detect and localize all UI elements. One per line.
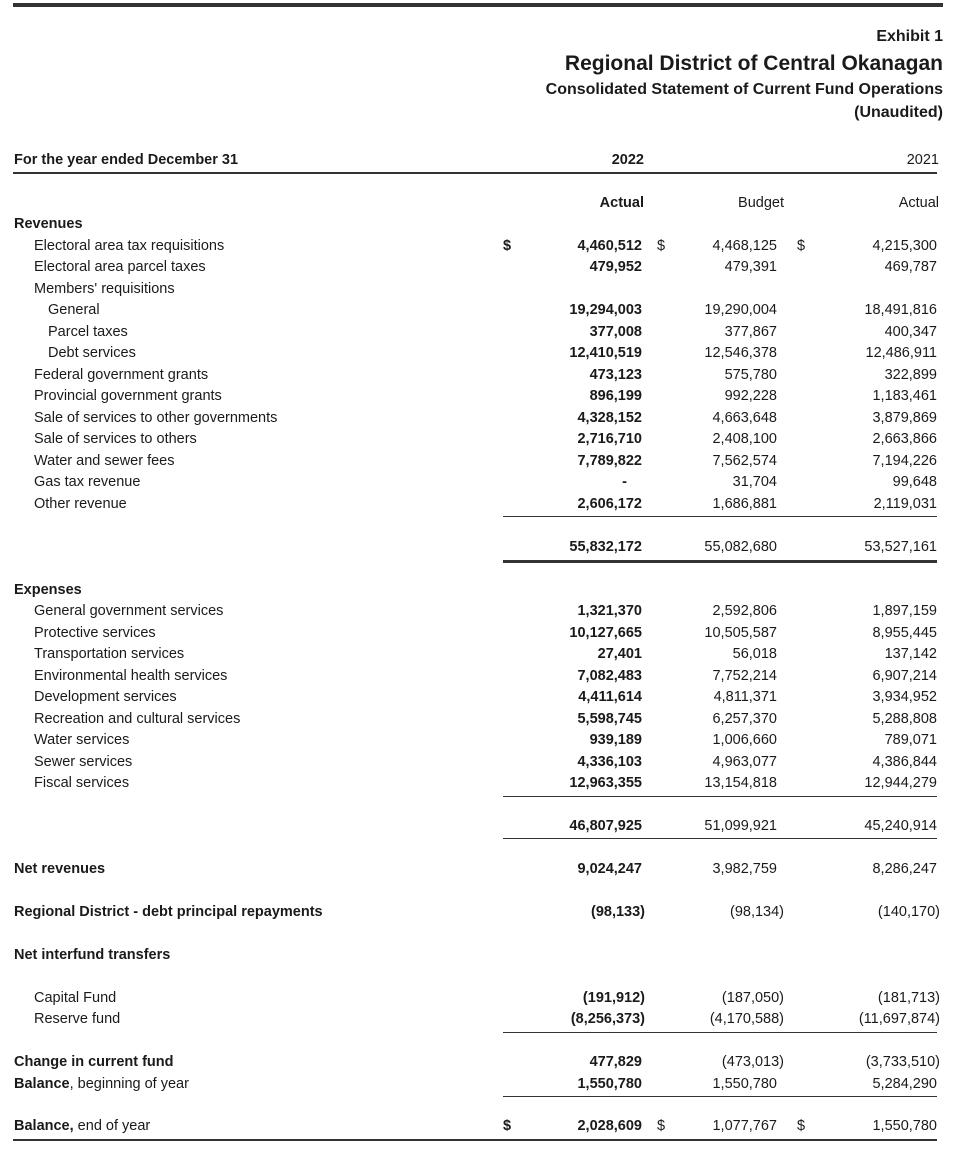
- actual-value: 2,716,710: [577, 431, 642, 447]
- exhibit-label: Exhibit 1: [876, 28, 943, 45]
- table-row: [0, 451, 967, 472]
- row-label-rest: end of year: [73, 1118, 151, 1134]
- year-prior: 2021: [906, 152, 939, 168]
- table-row: [0, 365, 967, 386]
- bottom-rule: [13, 1139, 937, 1141]
- actual-value: 19,294,003: [569, 302, 642, 318]
- row-label: Reserve fund: [34, 1011, 121, 1027]
- unaudited-note: (Unaudited): [854, 104, 943, 121]
- prior-value: (3,733,510): [865, 1054, 940, 1070]
- actual-total: 55,832,172: [569, 539, 642, 555]
- actual-value: 5,598,745: [577, 711, 642, 727]
- row-label: Electoral area parcel taxes: [34, 259, 206, 275]
- subtotal-rule: [503, 1096, 937, 1097]
- table-row: [0, 601, 967, 622]
- actual-value: 4,328,152: [577, 410, 642, 426]
- table-row: [0, 687, 967, 708]
- row-label-bold: Balance: [14, 1076, 70, 1092]
- table-row: [0, 644, 967, 665]
- prior-value: 5,284,290: [872, 1076, 937, 1092]
- budget-value: 12,546,378: [704, 345, 777, 361]
- actual-value: 473,123: [589, 367, 642, 383]
- row-label: Fiscal services: [34, 775, 130, 791]
- actual-value: (191,912): [582, 990, 645, 1006]
- row-label: Change in current fund: [14, 1054, 174, 1070]
- net-revenues-row: [0, 859, 967, 880]
- members-heading-row: [0, 279, 967, 300]
- row-label: Electoral area tax requisitions: [34, 238, 225, 254]
- actual-value: 477,829: [589, 1054, 642, 1070]
- budget-value: 575,780: [724, 367, 777, 383]
- year-current: 2022: [611, 152, 644, 168]
- total-rule: [503, 560, 937, 563]
- prior-value: 4,215,300: [872, 238, 937, 254]
- actual-current-header: Actual: [599, 195, 644, 211]
- prior-value: 3,879,869: [872, 410, 937, 426]
- table-row: [0, 988, 967, 1009]
- budget-value: 7,562,574: [712, 453, 777, 469]
- prior-value: 469,787: [884, 259, 937, 275]
- actual-value: (98,133): [590, 904, 645, 920]
- currency-symbol: $: [503, 238, 512, 254]
- budget-value: 1,686,881: [712, 496, 777, 512]
- actual-value: 4,336,103: [577, 754, 642, 770]
- budget-value: (473,013): [721, 1054, 784, 1070]
- table-row: [0, 623, 967, 644]
- actual-value: 27,401: [597, 646, 642, 662]
- column-subheader-row: [0, 193, 967, 214]
- actual-prior-header: Actual: [898, 195, 939, 211]
- prior-value: (140,170): [877, 904, 940, 920]
- row-label: Regional District - debt principal repayments: [14, 904, 323, 920]
- actual-value: -: [622, 474, 627, 490]
- table-row: [0, 322, 967, 343]
- budget-value: 992,228: [724, 388, 777, 404]
- prior-value: 2,119,031: [873, 496, 937, 512]
- row-label: Debt services: [48, 345, 136, 361]
- row-label: Capital Fund: [34, 990, 117, 1006]
- table-row: [0, 709, 967, 730]
- actual-value: 1,550,780: [577, 1076, 642, 1092]
- budget-value: 56,018: [732, 646, 777, 662]
- actual-value: 939,189: [589, 732, 642, 748]
- prior-value: 12,486,911: [865, 345, 937, 361]
- prior-value: 12,944,279: [864, 775, 937, 791]
- prior-value: 400,347: [884, 324, 937, 340]
- table-row: [0, 666, 967, 687]
- budget-value: 2,592,806: [712, 603, 777, 619]
- prior-total: 53,527,161: [864, 539, 937, 555]
- change-row: [0, 1052, 967, 1073]
- table-row: [0, 472, 967, 493]
- row-label: [14, 1116, 150, 1137]
- actual-value: 2,028,609: [577, 1118, 642, 1134]
- revenues-heading-row: [0, 214, 967, 235]
- table-row: [0, 494, 967, 515]
- actual-value: 896,199: [589, 388, 642, 404]
- row-label: Federal government grants: [34, 367, 209, 383]
- currency-symbol: $: [503, 1118, 512, 1134]
- actual-value: 7,789,822: [577, 453, 642, 469]
- row-label: Environmental health services: [34, 668, 228, 684]
- actual-value: 12,410,519: [569, 345, 642, 361]
- row-label: Other revenue: [34, 496, 127, 512]
- actual-value: 377,008: [589, 324, 642, 340]
- row-label: Sale of services to others: [34, 431, 197, 447]
- expenses-heading: Expenses: [14, 582, 82, 598]
- row-label: Water services: [34, 732, 130, 748]
- actual-total: 46,807,925: [569, 818, 642, 834]
- row-label: Sale of services to other governments: [34, 410, 278, 426]
- balance-begin-row: [0, 1074, 967, 1095]
- table-row: [0, 300, 967, 321]
- top-border: [13, 3, 943, 7]
- table-row: [0, 730, 967, 751]
- prior-value: 1,183,461: [872, 388, 937, 404]
- budget-value: 4,663,648: [712, 410, 777, 426]
- prior-value: 18,491,816: [864, 302, 937, 318]
- row-label-bold: Balance,: [14, 1118, 74, 1134]
- table-row: [0, 257, 967, 278]
- period-label: For the year ended December 31: [14, 152, 239, 168]
- budget-value: 7,752,214: [712, 668, 777, 684]
- expenses-heading-row: [0, 580, 967, 601]
- prior-value: 322,899: [884, 367, 937, 383]
- budget-total: 55,082,680: [704, 539, 777, 555]
- actual-value: 9,024,247: [577, 861, 642, 877]
- subtotal-rule: [503, 838, 937, 839]
- budget-value: 2,408,100: [712, 431, 777, 447]
- row-label: Net revenues: [14, 861, 106, 877]
- revenues-total-row: [0, 537, 967, 558]
- statement-subtitle: Consolidated Statement of Current Fund Operations: [545, 81, 943, 98]
- prior-value: 2,663,866: [872, 431, 937, 447]
- debt-repayments-row: [0, 902, 967, 923]
- actual-value: 4,411,614: [578, 689, 642, 705]
- row-label: Gas tax revenue: [34, 474, 141, 490]
- budget-value: 10,505,587: [704, 625, 777, 641]
- table-row: [0, 386, 967, 407]
- row-label: Provincial government grants: [34, 388, 222, 404]
- budget-total: 51,099,921: [704, 818, 777, 834]
- table-row: [0, 236, 967, 257]
- prior-value: 789,071: [884, 732, 937, 748]
- subtotal-rule: [503, 516, 937, 517]
- row-label: Transportation services: [34, 646, 185, 662]
- column-header-row: [0, 150, 967, 171]
- table-row: [0, 429, 967, 450]
- row-label: Recreation and cultural services: [34, 711, 241, 727]
- actual-value: 4,460,512: [577, 238, 642, 254]
- prior-value: 7,194,226: [872, 453, 937, 469]
- budget-value: 31,704: [732, 474, 777, 490]
- budget-header: Budget: [738, 195, 784, 211]
- budget-value: 377,867: [724, 324, 777, 340]
- revenues-heading: Revenues: [14, 216, 83, 232]
- members-requisitions-heading: Members' requisitions: [34, 281, 175, 297]
- budget-value: 13,154,818: [704, 775, 777, 791]
- currency-symbol: $: [657, 238, 666, 254]
- actual-value: (8,256,373): [570, 1011, 645, 1027]
- currency-symbol: $: [797, 238, 806, 254]
- currency-symbol: $: [657, 1118, 666, 1134]
- actual-value: 1,321,370: [577, 603, 642, 619]
- prior-value: 1,897,159: [872, 603, 937, 619]
- budget-value: (187,050): [721, 990, 784, 1006]
- row-label: General government services: [34, 603, 224, 619]
- column-header-rule: [13, 172, 937, 174]
- prior-value: (181,713): [877, 990, 940, 1006]
- balance-end-row: [0, 1116, 967, 1137]
- budget-value: 6,257,370: [712, 711, 777, 727]
- row-label: Water and sewer fees: [34, 453, 175, 469]
- row-label: Protective services: [34, 625, 156, 641]
- table-row: [0, 773, 967, 794]
- subtotal-rule: [503, 796, 937, 797]
- row-label: [14, 1074, 189, 1095]
- prior-value: 6,907,214: [872, 668, 937, 684]
- prior-value: 8,955,445: [872, 625, 937, 641]
- actual-value: 479,952: [589, 259, 642, 275]
- prior-value: (11,697,874): [858, 1011, 940, 1027]
- table-row: [0, 343, 967, 364]
- prior-value: 5,288,808: [872, 711, 937, 727]
- prior-value: 99,648: [892, 474, 937, 490]
- expenses-total-row: [0, 816, 967, 837]
- interfund-heading-row: [0, 945, 967, 966]
- statement-title: Regional District of Central Okanagan: [564, 52, 943, 75]
- budget-value: 4,811,371: [713, 689, 777, 705]
- row-label: Sewer services: [34, 754, 133, 770]
- currency-symbol: $: [797, 1118, 806, 1134]
- actual-value: 2,606,172: [577, 496, 642, 512]
- budget-value: 479,391: [724, 259, 777, 275]
- prior-value: 4,386,844: [872, 754, 937, 770]
- actual-value: 12,963,355: [569, 775, 642, 791]
- prior-value: 8,286,247: [872, 861, 937, 877]
- budget-value: 4,468,125: [712, 238, 777, 254]
- prior-value: 1,550,780: [872, 1118, 937, 1134]
- table-row: [0, 1009, 967, 1030]
- budget-value: (4,170,588): [709, 1011, 784, 1027]
- row-label-rest: , beginning of year: [69, 1076, 189, 1092]
- row-label: Parcel taxes: [48, 324, 128, 340]
- budget-value: 19,290,004: [704, 302, 777, 318]
- budget-value: 1,550,780: [712, 1076, 777, 1092]
- budget-value: 3,982,759: [712, 861, 777, 877]
- budget-value: 1,006,660: [712, 732, 777, 748]
- table-row: [0, 408, 967, 429]
- prior-value: 137,142: [884, 646, 937, 662]
- prior-total: 45,240,914: [864, 818, 937, 834]
- budget-value: 4,963,077: [712, 754, 777, 770]
- row-label: General: [48, 302, 100, 318]
- interfund-heading: Net interfund transfers: [14, 947, 171, 963]
- table-row: [0, 752, 967, 773]
- subtotal-rule: [503, 1032, 937, 1033]
- row-label: Development services: [34, 689, 177, 705]
- budget-value: 1,077,767: [712, 1118, 777, 1134]
- budget-value: (98,134): [729, 904, 784, 920]
- prior-value: 3,934,952: [872, 689, 937, 705]
- actual-value: 7,082,483: [577, 668, 642, 684]
- actual-value: 10,127,665: [569, 625, 642, 641]
